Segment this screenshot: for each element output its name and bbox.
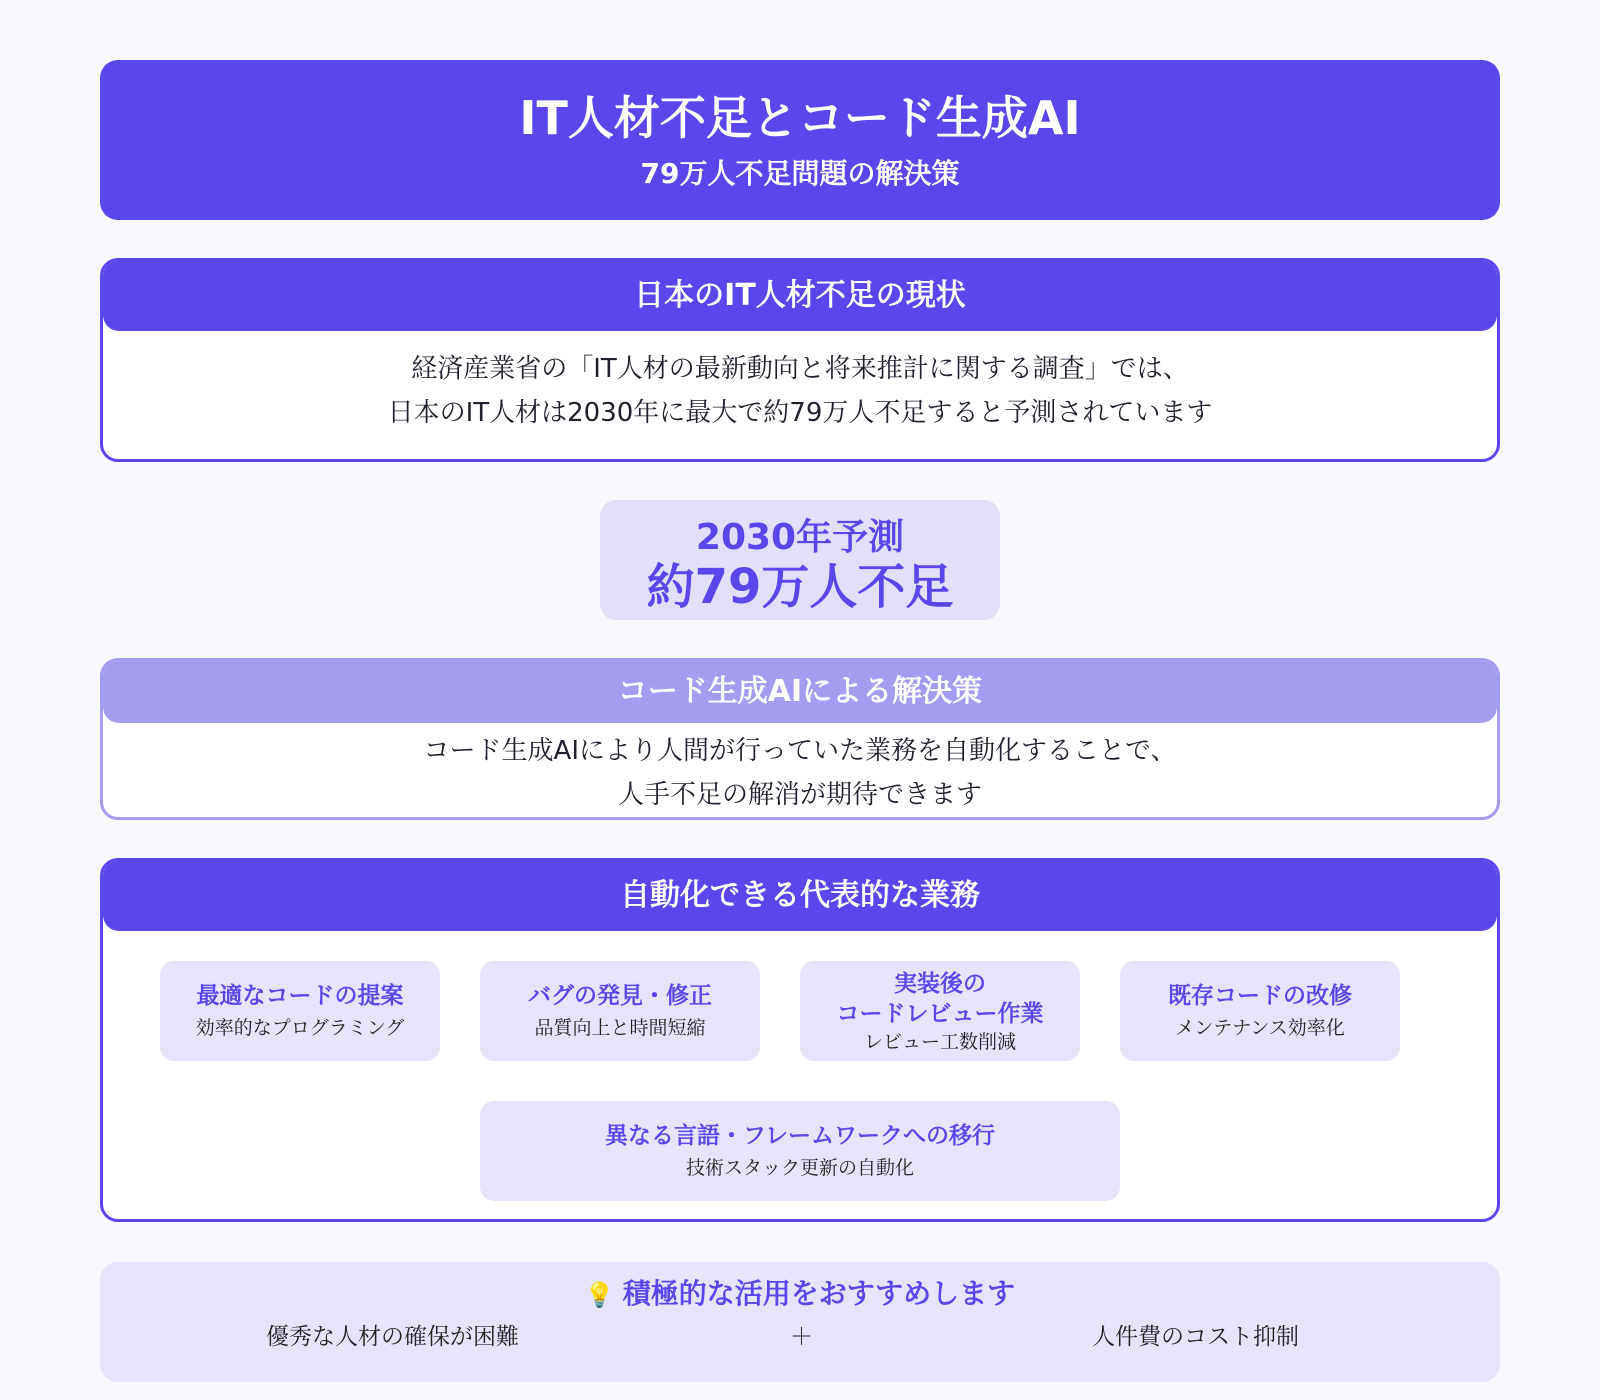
recommendation-title: 積極的な活用をおすすめします	[622, 1277, 1016, 1310]
task-title-line2: コードレビュー作業	[836, 1001, 1044, 1027]
solution-card	[100, 658, 1500, 820]
task-description: 技術スタック更新の自動化	[685, 1157, 914, 1179]
current-situation-card	[100, 258, 1500, 462]
prediction-value: 約79万人不足	[646, 559, 954, 615]
task-title: 異なる言語・フレームワークへの移行	[604, 1123, 996, 1149]
solution-heading: コード生成AIによる解決策	[103, 661, 1497, 723]
task-tile-code-refactor	[1120, 961, 1400, 1061]
lightbulb-icon: 💡	[584, 1281, 615, 1309]
recommendation-right: 人件費のコスト抑制	[1092, 1324, 1299, 1350]
recommendation-panel	[100, 1262, 1500, 1382]
task-description: メンテナンス効率化	[1175, 1017, 1345, 1039]
task-tile-code-suggestion	[160, 961, 440, 1061]
task-description: レビュー工数削減	[863, 1031, 1016, 1053]
solution-line2: 人手不足の解消が期待できます	[617, 780, 982, 810]
current-situation-heading: 日本のIT人材不足の現状	[103, 261, 1497, 331]
main-subtitle: 79万人不足問題の解決策	[640, 157, 960, 190]
task-title-line1: 実装後の	[894, 971, 986, 997]
task-tile-code-review	[800, 961, 1080, 1061]
task-tile-migration	[480, 1101, 1120, 1201]
prediction-label: 2030年予測	[695, 517, 905, 558]
task-title: 最適なコードの提案	[196, 983, 404, 1009]
automatable-tasks-heading: 自動化できる代表的な業務	[103, 861, 1497, 931]
recommendation-points	[100, 1315, 1500, 1359]
current-situation-line1: 経済産業省の「IT人材の最新動向と将来推計に関する調査」では、	[411, 354, 1189, 384]
prediction-highlight	[600, 500, 1000, 620]
solution-line1: コード生成AIにより人間が行っていた業務を自動化することで、	[423, 736, 1177, 766]
title-banner	[100, 60, 1500, 220]
task-description: 効率的なプログラミング	[195, 1017, 405, 1039]
recommendation-left: 優秀な人材の確保が困難	[266, 1324, 519, 1350]
current-situation-line2: 日本のIT人材は2030年に最大で約79万人不足すると予測されています	[387, 398, 1213, 428]
main-title: IT人材不足とコード生成AI	[519, 91, 1081, 145]
recommendation-title-row	[100, 1262, 1500, 1315]
task-title: バグの発見・修正	[528, 983, 712, 1009]
plus-sign: ＋	[790, 1324, 813, 1350]
task-description: 品質向上と時間短縮	[534, 1017, 706, 1039]
task-tile-bug-fix	[480, 961, 760, 1061]
automatable-tasks-card	[100, 858, 1500, 1222]
current-situation-body	[103, 331, 1497, 435]
task-title: 既存コードの改修	[1168, 983, 1352, 1009]
solution-body	[103, 723, 1497, 817]
